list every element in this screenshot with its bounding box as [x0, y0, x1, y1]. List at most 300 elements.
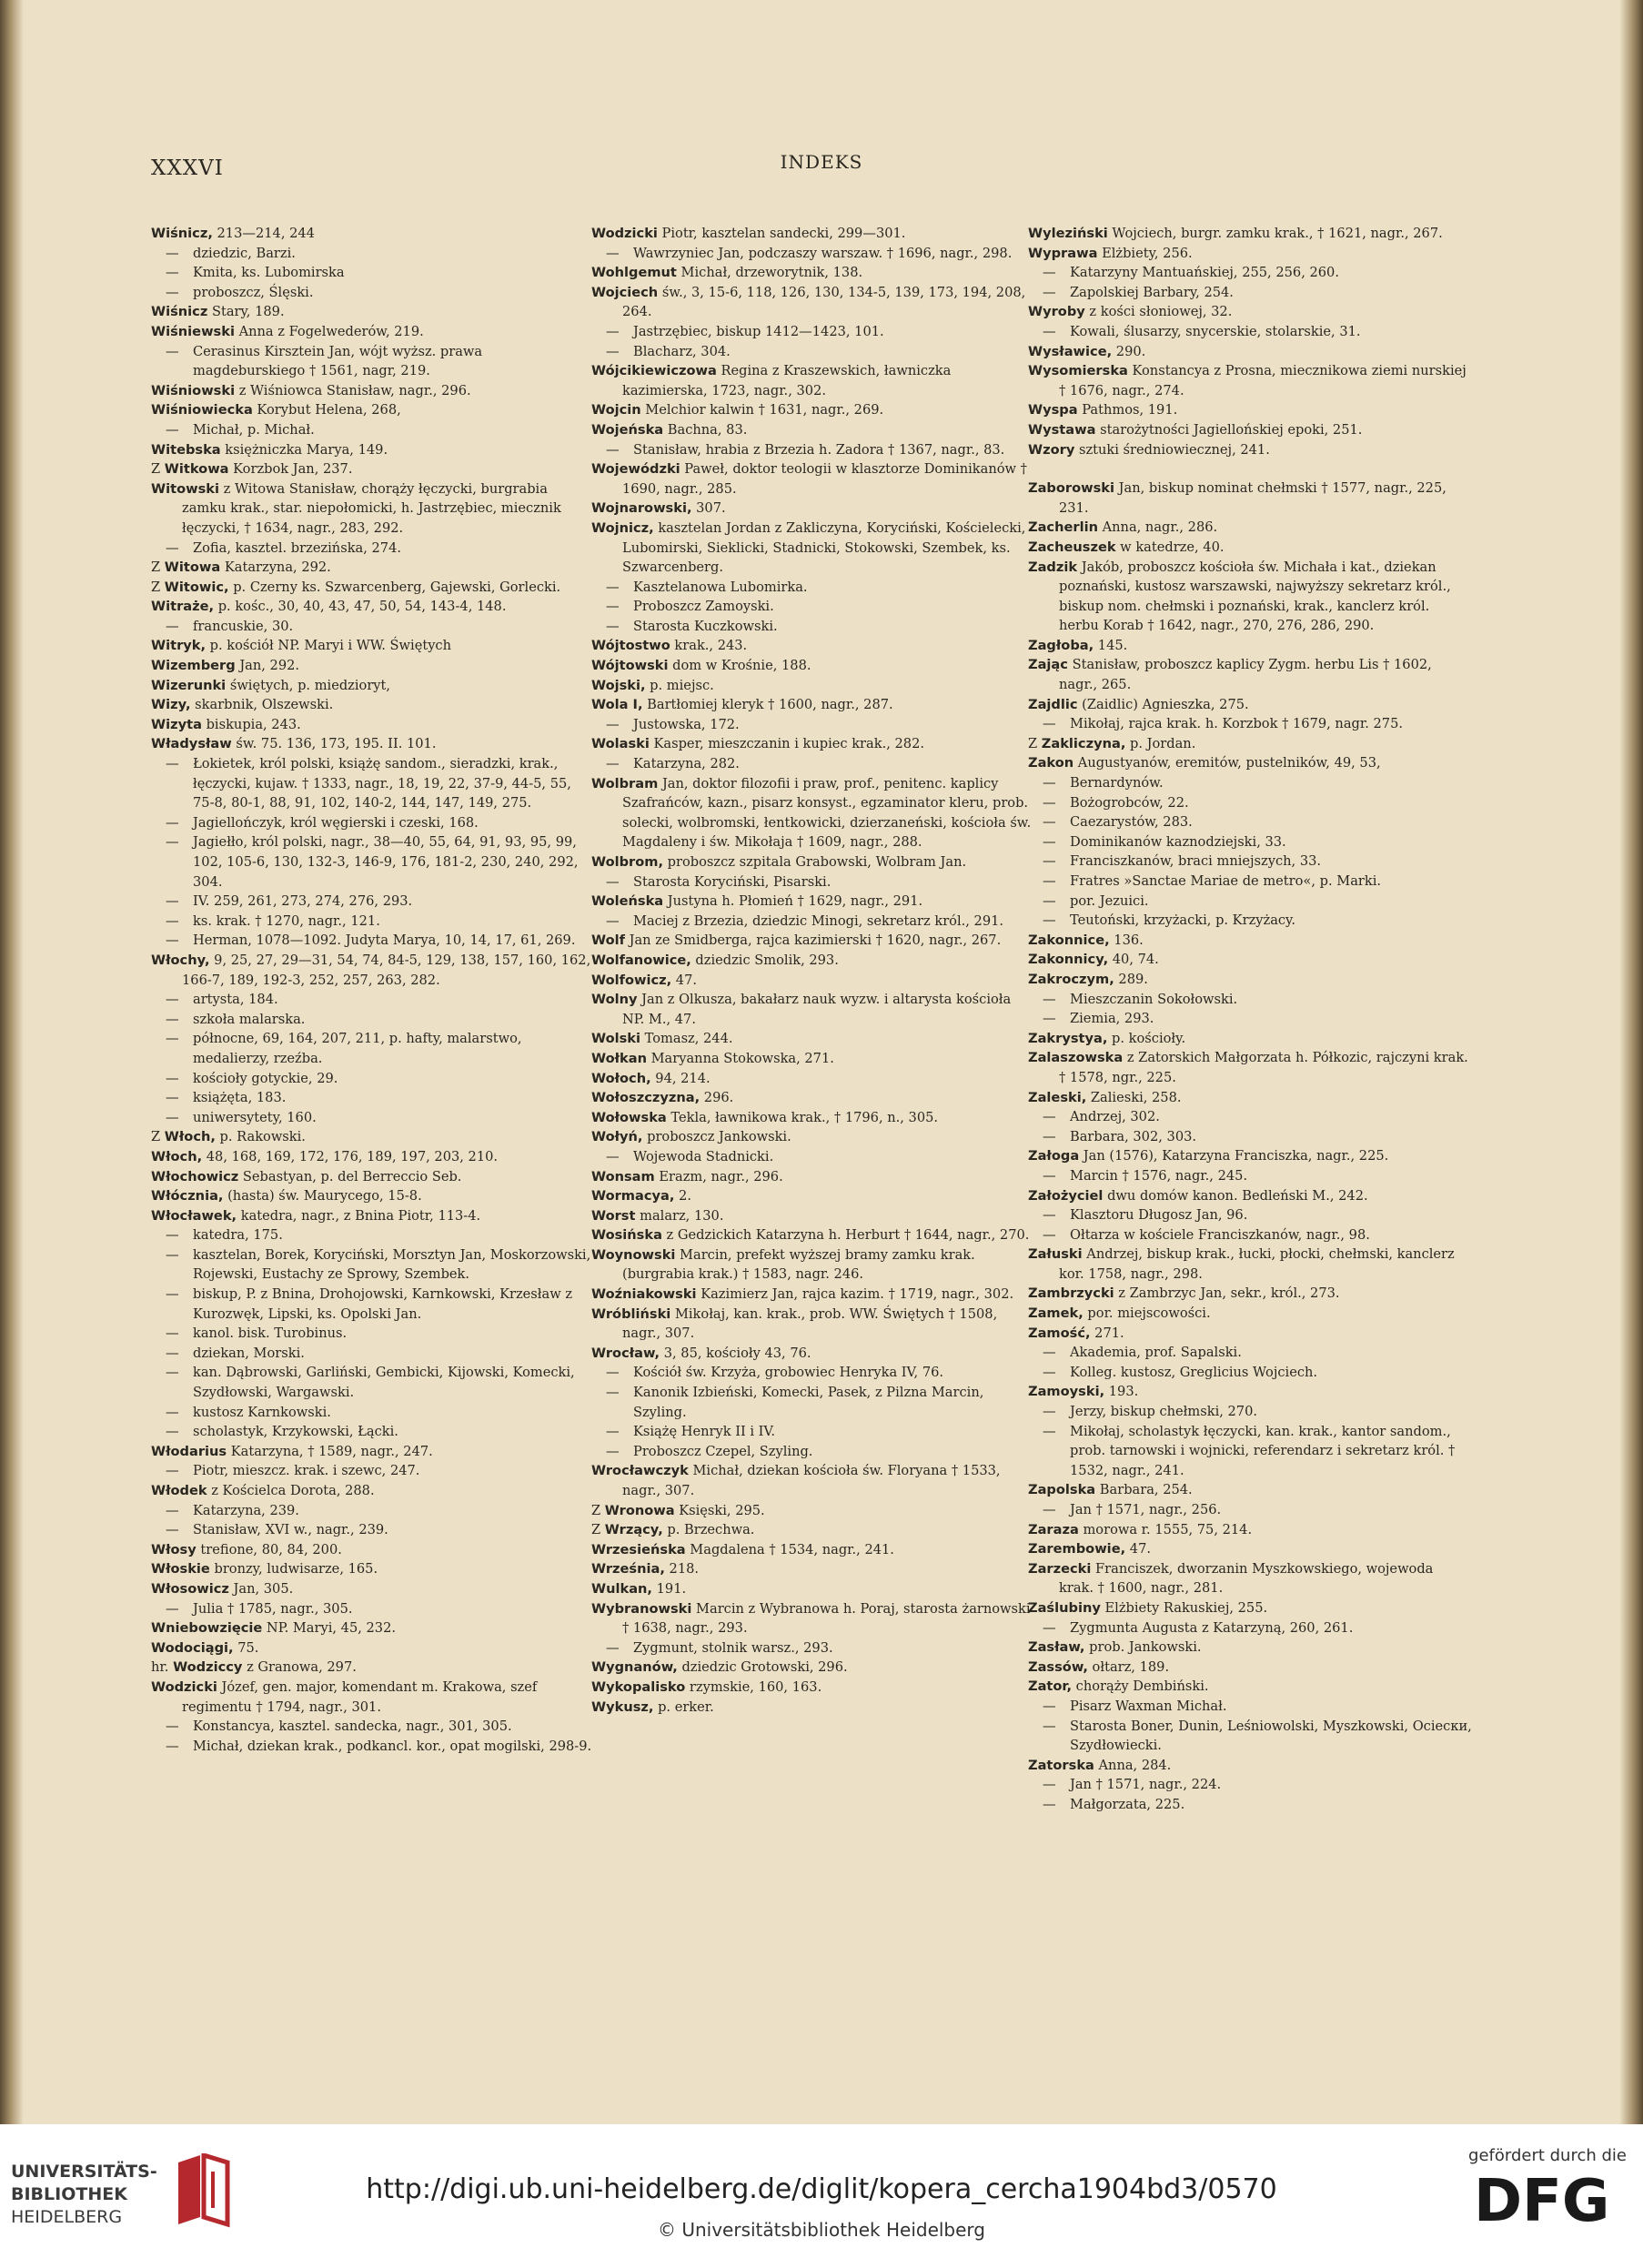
headword: Wolbrom,	[591, 854, 664, 870]
dash-marker: —	[1043, 873, 1056, 889]
headword: Zaleski,	[1028, 1089, 1087, 1105]
index-entry	[1028, 400, 1472, 420]
index-entry	[151, 1127, 595, 1147]
index-entry	[1028, 931, 1472, 951]
entry-text: malarz, 130.	[635, 1207, 724, 1224]
index-subentry	[591, 244, 1035, 264]
entry-text: Mikołaj, scholastyk łęczycki, kan. krak., kantor sandom., prob. tarnowski i wojnicki, referendarz i sekretarz król. † 1532, nagr., 241.	[1070, 1423, 1456, 1478]
index-entry	[591, 636, 1035, 656]
index-entry	[591, 224, 1035, 244]
dash-marker: —	[166, 343, 179, 359]
entry-text: proboszcz, Ślęski.	[193, 284, 314, 300]
index-subentry	[591, 1383, 1035, 1422]
index-entry	[591, 1579, 1035, 1599]
index-entry	[591, 1285, 1035, 1305]
headword: Wołowska	[591, 1109, 667, 1125]
index-entry	[151, 1678, 595, 1717]
entry-text: Łokietek, król polski, książę sandom., sieradzki, krak., łęczycki, kujaw. † 1333, nagr., 18, 19, 22, 37-9, 44-5, 55, 75-8, 80-1, 88, 91, 102, 140-2, 144, 147, 149, 275.	[193, 756, 571, 811]
entry-text: Dominikanów kaznodziejski, 33.	[1070, 833, 1286, 850]
entry-text: Józef, gen. major, komendant m. Krakowa, szef regimentu † 1794, nagr., 301.	[182, 1678, 538, 1715]
entry-text: Wojewoda Stadnicki.	[633, 1148, 774, 1164]
index-subentry	[151, 1461, 595, 1481]
index-subentry	[1028, 1166, 1472, 1186]
entry-text: Marcin, prefekt wyższej bramy zamku krak. (burgrabia krak.) † 1583, nagr. 246.	[622, 1246, 975, 1283]
headword: Zaborowski	[1028, 480, 1115, 497]
index-subentry	[151, 263, 595, 283]
headword: Założyciel	[1028, 1187, 1104, 1204]
entry-text: 47.	[1125, 1541, 1151, 1557]
entry-text: Franciszkanów, braci mniejszych, 33.	[1070, 853, 1322, 870]
headword: Wykusz,	[591, 1698, 654, 1715]
headword: Zakliczyna,	[1041, 735, 1126, 751]
index-entry	[151, 322, 595, 342]
index-subentry	[1028, 892, 1472, 912]
dash-marker: —	[1043, 1011, 1056, 1027]
index-column-1	[151, 224, 595, 1756]
entry-text: Augustyanów, eremitów, pustelników, 49, 53,	[1073, 755, 1381, 771]
headword: Włocławek,	[151, 1207, 237, 1224]
entry-text: z Kościelca Dorota, 288.	[207, 1483, 375, 1498]
entry-text: Zygmunta Augusta z Katarzyną, 260, 261.	[1070, 1619, 1354, 1636]
entry-text: scholastyk, Krzykowski, Łącki.	[193, 1424, 398, 1440]
entry-text: 296.	[700, 1090, 734, 1106]
entry-text: Jakób, proboszcz kościoła św. Michała i kat., dziekan poznański, kustosz warszawski, najwyższy sekretarz król., biskup nom. chełmski i poznański, krak., kanclerz król. herbu Korab † 1642, nagr., 270, 276, 286, 290.	[1059, 559, 1451, 634]
index-entry	[1028, 244, 1472, 264]
entry-text: 94, 214.	[650, 1070, 711, 1086]
headword: Wiśniowiecka	[151, 402, 253, 418]
entry-text: Kasper, mieszczanin i kupiec krak., 282.	[649, 736, 924, 752]
entry-text: Z	[151, 461, 165, 478]
index-subentry	[591, 440, 1035, 460]
dash-marker: —	[1043, 1226, 1056, 1243]
headword: Wołyń,	[591, 1129, 643, 1145]
entry-text: ks. krak. † 1270, nagr., 121.	[193, 912, 380, 929]
dash-marker: —	[606, 441, 620, 458]
index-subentry	[1028, 1697, 1472, 1717]
index-subentry	[1028, 1422, 1472, 1481]
index-entry	[591, 1344, 1035, 1364]
index-subentry	[151, 1324, 595, 1344]
entry-text: Cerasinus Kirsztein Jan, wójt wyższ. prawa magdeburskiego † 1561, nagr, 219.	[193, 343, 483, 379]
entry-text: z kości słoniowej, 32.	[1084, 304, 1233, 320]
dash-marker: —	[166, 1522, 179, 1538]
entry-text: Zygmunt, stolnik warsz., 293.	[633, 1639, 833, 1656]
headword: Wójtowski	[591, 658, 669, 674]
entry-text: Katarzyna, 292.	[220, 559, 331, 576]
dash-marker: —	[1043, 1404, 1056, 1420]
entry-text: p. erker.	[653, 1698, 714, 1715]
entry-text: p. Jordan.	[1125, 735, 1196, 751]
dash-marker: —	[166, 1404, 179, 1420]
index-entry	[591, 734, 1035, 754]
index-subentry	[1028, 1107, 1472, 1127]
entry-text: Teutoński, krzyżacki, p. Krzyżacy.	[1070, 912, 1296, 929]
entry-text: Kościół św. Krzyża, grobowiec Henryka IV, 76.	[633, 1365, 944, 1381]
dash-marker: —	[1043, 1619, 1056, 1636]
entry-text: Kazimierz Jan, rajca kazim. † 1719, nagr., 302.	[696, 1286, 1014, 1303]
index-subentry	[151, 539, 595, 559]
entry-text: Starosta Boner, Dunin, Leśniowolski, Myszkowski, Ociески, Szydłowiecki.	[1070, 1718, 1472, 1754]
index-subentry	[591, 912, 1035, 932]
index-entry	[1028, 1598, 1472, 1618]
index-subentry	[1028, 872, 1472, 892]
entry-text: z Wiśniowca Stanisław, nagr., 296.	[235, 382, 471, 398]
index-subentry	[151, 1010, 595, 1030]
index-entry	[591, 1225, 1035, 1245]
entry-text: kustosz Karnkowski.	[193, 1404, 331, 1420]
entry-text: starożytności Jagiellońskiej epoki, 251.	[1095, 421, 1363, 438]
entry-text: Marcin z Wybranowa h. Poraj, starosta żarnowski † 1638, nagr., 293.	[622, 1600, 1031, 1637]
headword: Zamek,	[1028, 1305, 1084, 1322]
headword: Wołoch,	[591, 1070, 651, 1086]
entry-text: kanol. bisk. Turobinus.	[193, 1326, 348, 1342]
headword: Witryk,	[151, 638, 207, 654]
entry-text: 3, 85, kościoły 43, 76.	[660, 1345, 811, 1361]
page-title: INDEKS	[780, 151, 863, 173]
headword: Wola I,	[591, 697, 643, 713]
entry-text: Zapolskiej Barbary, 254.	[1070, 284, 1234, 300]
headword: Woźniakowski	[591, 1286, 697, 1303]
headword: Wojski,	[591, 677, 646, 693]
entry-text: Katarzyny Mantuańskiej, 255, 256, 260.	[1070, 265, 1339, 281]
index-entry	[1028, 558, 1472, 636]
entry-text: z Granowa, 297.	[242, 1659, 357, 1676]
entry-text: z Zatorskich Małgorzata h. Półkozic, rajczyni krak. † 1578, ngr., 225.	[1059, 1050, 1468, 1085]
index-entry	[1028, 1638, 1472, 1658]
entry-text: Katarzyna, 239.	[193, 1502, 299, 1518]
headword: Zakrystya,	[1028, 1030, 1108, 1046]
headword: Wosińska	[591, 1227, 662, 1244]
headword: Wizerunki	[151, 677, 227, 693]
index-entry	[591, 420, 1035, 440]
entry-text: Zofia, kasztel. brzezińska, 274.	[193, 539, 402, 556]
entry-text: Maryanna Stokowska, 271.	[646, 1050, 834, 1066]
headword: Witkowa	[164, 461, 229, 478]
index-entry	[591, 361, 1035, 400]
entry-text: dziedzic Smolik, 293.	[690, 952, 839, 968]
headword: Wyleziński	[1028, 226, 1108, 241]
headword: Włochowicz	[151, 1168, 239, 1184]
entry-text: Kolleg. kustosz, Greglicius Wojciech.	[1070, 1364, 1318, 1380]
page-number: XXXVI	[151, 156, 224, 180]
headword: Załoga	[1028, 1148, 1080, 1164]
entry-text: 47.	[671, 972, 698, 988]
entry-text: Anna z Fogelwederów, 219.	[234, 323, 424, 339]
index-subentry	[151, 283, 595, 303]
entry-text: 191.	[651, 1580, 687, 1597]
headword: Wizyta	[151, 716, 202, 732]
index-entry	[591, 1069, 1035, 1089]
dash-marker: —	[606, 1443, 620, 1459]
entry-text: kan. Dąbrowski, Garliński, Gembicki, Kijowski, Komecki, Szydłowski, Wargawski.	[193, 1365, 575, 1401]
entry-text: biskupia, 243.	[201, 716, 301, 732]
entry-text: Konstancya z Prosna, miecznikowa ziemi nurskiej † 1676, nagr., 274.	[1059, 363, 1467, 398]
index-entry	[1028, 1559, 1472, 1598]
index-entry	[1028, 1539, 1472, 1559]
headword: Wodziccy	[173, 1659, 243, 1676]
entry-text: Piotr, mieszcz. krak. i szewc, 247.	[193, 1463, 420, 1479]
entry-text: 290.	[1112, 343, 1146, 359]
entry-text: Katarzyna, 282.	[633, 756, 740, 772]
entry-text: sztuki średniowiecznej, 241.	[1074, 441, 1270, 458]
headword: Wrzesieńska	[591, 1541, 686, 1557]
dash-marker: —	[1043, 1777, 1056, 1793]
headword: Włosy	[151, 1541, 197, 1557]
index-entry	[591, 1049, 1035, 1069]
entry-text: Anna, nagr., 286.	[1097, 519, 1218, 536]
index-entry	[1028, 1284, 1472, 1304]
entry-text: Starosta Koryciński, Pisarski.	[633, 873, 832, 890]
entry-text: Sebastyan, p. del Berreccio Seb.	[238, 1168, 462, 1184]
headword: Wiśnicz,	[151, 226, 213, 241]
dash-marker: —	[1043, 1796, 1056, 1812]
index-entry	[151, 676, 595, 696]
headword: Wysławice,	[1028, 343, 1113, 359]
headword: Wizemberg	[151, 658, 236, 674]
entry-text: Elżbiety Rakuskiej, 255.	[1100, 1599, 1268, 1616]
entry-text: francuskie, 30.	[193, 618, 294, 634]
entry-text: 213—214, 244	[212, 226, 315, 241]
entry-text: kościoły gotyckie, 29.	[193, 1070, 338, 1086]
entry-text: Małgorzata, 225.	[1070, 1796, 1185, 1812]
headword: Wodzicki	[591, 226, 658, 241]
entry-text: Michał, dziekan krak., podkancl. kor., opat mogilski, 298-9.	[193, 1738, 592, 1754]
index-subentry	[151, 1737, 595, 1757]
dash-marker: —	[166, 1502, 179, 1518]
entry-text: Jagiełło, król polski, nagr., 38—40, 55, 64, 91, 93, 95, 99, 102, 105-6, 130, 132-3, 146-9, 176, 181-2, 230, 240, 292, 304.	[193, 834, 579, 890]
entry-text: kasztelan Jordan z Zakliczyna, Koryciński, Kościelecki, Lubomirski, Sieklicki, Stadnicki, Stokowski, Szembek, ks. Szwarcenberg.	[622, 519, 1026, 576]
headword: Władysław	[151, 736, 232, 752]
dash-marker: —	[1043, 912, 1056, 929]
library-name-line-1: UNIVERSITÄTS-	[11, 2162, 157, 2182]
dash-marker: —	[1043, 1128, 1056, 1144]
index-entry	[591, 774, 1035, 852]
index-subentry	[591, 617, 1035, 637]
index-entry	[1028, 734, 1472, 754]
entry-text: Zalieski, 258.	[1086, 1089, 1182, 1105]
index-subentry	[151, 754, 595, 813]
entry-text: morowa r. 1555, 75, 214.	[1078, 1521, 1253, 1537]
dash-marker: —	[1043, 853, 1056, 870]
headword: Wojciech	[591, 284, 659, 300]
headword: Zasław,	[1028, 1639, 1085, 1656]
entry-text: Ziemia, 293.	[1070, 1011, 1154, 1027]
dash-marker: —	[1043, 892, 1056, 909]
entry-text: świętych, p. miedzioryt,	[226, 677, 391, 693]
entry-text: Konstancya, kasztel. sandecka, nagr., 301, 305.	[193, 1719, 512, 1735]
entry-text: rzymskie, 160, 163.	[685, 1678, 822, 1695]
index-entry	[151, 1658, 595, 1678]
index-entry	[591, 971, 1035, 991]
index-entry	[591, 951, 1035, 971]
entry-text: 2.	[674, 1188, 691, 1205]
dash-marker: —	[606, 912, 620, 929]
entry-text: Caezarystów, 283.	[1070, 814, 1193, 831]
entry-text: północne, 69, 164, 207, 211, p. hafty, malarstwo, medalierzy, rzeźba.	[193, 1031, 522, 1066]
entry-text: p. kościoły.	[1107, 1030, 1186, 1046]
index-entry	[591, 1599, 1035, 1638]
index-subentry	[151, 1225, 595, 1245]
headword: Zatorska	[1028, 1757, 1094, 1773]
entry-text: Bernardynów.	[1070, 775, 1164, 791]
index-entry	[1028, 361, 1472, 400]
entry-text: uniwersytety, 160.	[193, 1109, 317, 1125]
headword: Wzory	[1028, 441, 1075, 458]
dash-marker: —	[606, 579, 620, 595]
index-entry	[1028, 224, 1472, 244]
index-entry	[1028, 636, 1472, 656]
entry-text: 193.	[1104, 1384, 1139, 1400]
headword: Wronowa	[604, 1502, 675, 1518]
dash-marker: —	[606, 1639, 620, 1656]
entry-text: Jan † 1571, nagr., 224.	[1070, 1777, 1222, 1793]
index-entry	[591, 1167, 1035, 1187]
entry-text: Kasztelanowa Lubomirka.	[633, 579, 808, 595]
entry-text: trefione, 80, 84, 200.	[196, 1541, 342, 1557]
headword: Wołkan	[591, 1050, 647, 1066]
dash-marker: —	[166, 1011, 179, 1027]
index-entry	[1028, 302, 1472, 322]
entry-text: 48, 168, 169, 172, 176, 189, 197, 203, 210.	[202, 1148, 499, 1164]
dash-marker: —	[1043, 1364, 1056, 1380]
dash-marker: —	[166, 1345, 179, 1361]
entry-text: Wawrzyniec Jan, podczaszy warszaw. † 1696, nagr., 298.	[633, 245, 1013, 261]
index-entry	[1028, 1677, 1472, 1697]
headword: Wulkan,	[591, 1580, 652, 1597]
headword: Włoch,	[164, 1129, 216, 1145]
headword: Wolny	[591, 992, 638, 1008]
entry-text: Julia † 1785, nagr., 305.	[193, 1600, 353, 1617]
dash-marker: —	[166, 1109, 179, 1125]
index-subentry	[1028, 812, 1472, 832]
headword: Wiśniewski	[151, 323, 235, 339]
headword: Wolbram	[591, 775, 659, 791]
entry-text: katedra, 175.	[193, 1227, 283, 1244]
index-entry	[1028, 420, 1472, 440]
entry-text: Andrzej, 302.	[1070, 1109, 1160, 1125]
headword: Zassów,	[1028, 1658, 1088, 1675]
library-name-line-2: BIBLIOTHEK	[11, 2184, 127, 2204]
entry-text: Magdalena † 1534, nagr., 241.	[685, 1541, 894, 1557]
dash-marker: —	[1043, 1698, 1056, 1714]
index-subentry	[1028, 1618, 1472, 1638]
entry-text: chorąży Dembiński.	[1072, 1678, 1209, 1695]
entry-text: Stary, 189.	[207, 304, 285, 320]
index-subentry	[1028, 1717, 1472, 1756]
index-subentry	[591, 1638, 1035, 1658]
entry-text: Franciszek, dworzanin Myszkowskiego, wojewoda krak. † 1600, nagr., 281.	[1059, 1560, 1434, 1597]
dash-marker: —	[166, 1326, 179, 1342]
entry-text: Księski, 295.	[674, 1502, 765, 1518]
index-subentry	[591, 754, 1035, 774]
headword: Wystawa	[1028, 421, 1096, 438]
headword: Zajdlic	[1028, 696, 1078, 712]
index-subentry	[1028, 1795, 1472, 1815]
index-entry	[151, 597, 595, 617]
permalink-url[interactable]: http://digi.ub.uni-heidelberg.de/diglit/kopera_cercha1904bd3/0570	[366, 2173, 1277, 2205]
index-entry	[591, 1559, 1035, 1579]
dash-marker: —	[1043, 775, 1056, 791]
headword: Wohlgemut	[591, 265, 677, 281]
headword: Zamoyski,	[1028, 1384, 1105, 1400]
entry-text: Jan, 305.	[228, 1580, 294, 1597]
dash-marker: —	[166, 1600, 179, 1617]
dash-marker: —	[166, 932, 179, 949]
headword: Zalaszowska	[1028, 1050, 1124, 1066]
index-subentry	[151, 1520, 595, 1540]
dash-marker: —	[166, 284, 179, 300]
entry-text: Jastrzębiec, biskup 1412—1423, 101.	[633, 323, 884, 339]
headword: Zator,	[1028, 1678, 1073, 1695]
headword: Wonsam	[591, 1168, 655, 1184]
index-subentry	[1028, 714, 1472, 734]
index-entry	[1028, 753, 1472, 773]
index-subentry	[1028, 1205, 1472, 1225]
index-subentry	[1028, 990, 1472, 1010]
entry-text: Barbara, 254.	[1095, 1482, 1193, 1498]
headword: Wodociągi,	[151, 1639, 234, 1656]
dash-marker: —	[606, 1148, 620, 1164]
entry-text: Blacharz, 304.	[633, 343, 731, 359]
entry-text: Stanisław, hrabia z Brzezia h. Zadora † 1367, nagr., 83.	[633, 441, 1005, 458]
dash-marker: —	[166, 265, 179, 281]
dash-marker: —	[166, 1090, 179, 1106]
entry-text: Z	[591, 1502, 605, 1518]
headword: Wojewódzki	[591, 461, 680, 478]
entry-text: 271.	[1090, 1325, 1124, 1341]
index-entry	[1028, 1756, 1472, 1776]
dash-marker: —	[166, 618, 179, 634]
index-entry	[1028, 479, 1472, 518]
entry-text: z Gedzickich Katarzyna h. Herburt † 1644, nagr., 270.	[661, 1227, 1030, 1244]
headword: Wodzicki	[151, 1678, 217, 1695]
entry-text: św. 75. 136, 173, 195. II. 101.	[231, 736, 437, 752]
index-entry	[1028, 440, 1472, 460]
dash-marker: —	[166, 245, 179, 261]
headword: Wykopalisko	[591, 1678, 686, 1695]
headword: Wołoszczyzna,	[591, 1090, 701, 1106]
dash-marker: —	[1043, 1167, 1056, 1184]
dash-marker: —	[1043, 833, 1056, 850]
index-entry	[591, 676, 1035, 696]
dash-marker: —	[1043, 794, 1056, 811]
index-entry	[591, 400, 1035, 420]
headword: Woynowski	[591, 1246, 676, 1263]
entry-text: Erazm, nagr., 296.	[654, 1168, 783, 1184]
entry-text: Herman, 1078—1092. Judyta Marya, 10, 14, 17, 61, 269.	[193, 932, 576, 949]
entry-text: Pathmos, 191.	[1077, 402, 1178, 418]
index-entry	[1028, 1658, 1472, 1678]
headword: Włosowicz	[151, 1580, 229, 1597]
index-entry	[1028, 1088, 1472, 1108]
entry-text: Jan z Olkusza, bakałarz nauk wyzw. i altarysta kościoła NP. M., 47.	[622, 992, 1012, 1027]
headword: Zarembowie,	[1028, 1541, 1126, 1557]
entry-text: Justyna h. Płomień † 1629, nagr., 291.	[663, 893, 923, 910]
copyright-notice: © Universitätsbibliothek Heidelberg	[657, 2219, 985, 2241]
headword: Wizy,	[151, 697, 191, 713]
headword: Wolfanowice,	[591, 952, 691, 968]
index-entry	[591, 695, 1035, 715]
index-entry	[591, 1127, 1035, 1147]
dfg-logo[interactable]	[1474, 2172, 1627, 2228]
headword: Włoch,	[151, 1148, 203, 1164]
index-entry	[151, 734, 595, 754]
entry-text: Bożogrobców, 22.	[1070, 794, 1189, 811]
funding-note: gefördert durch die	[1468, 2146, 1627, 2165]
entry-text: Ołtarza w kościele Franciszkanów, nagr., 98.	[1070, 1226, 1370, 1243]
entry-text: Bachna, 83.	[663, 421, 748, 438]
index-subentry	[1028, 1127, 1472, 1147]
